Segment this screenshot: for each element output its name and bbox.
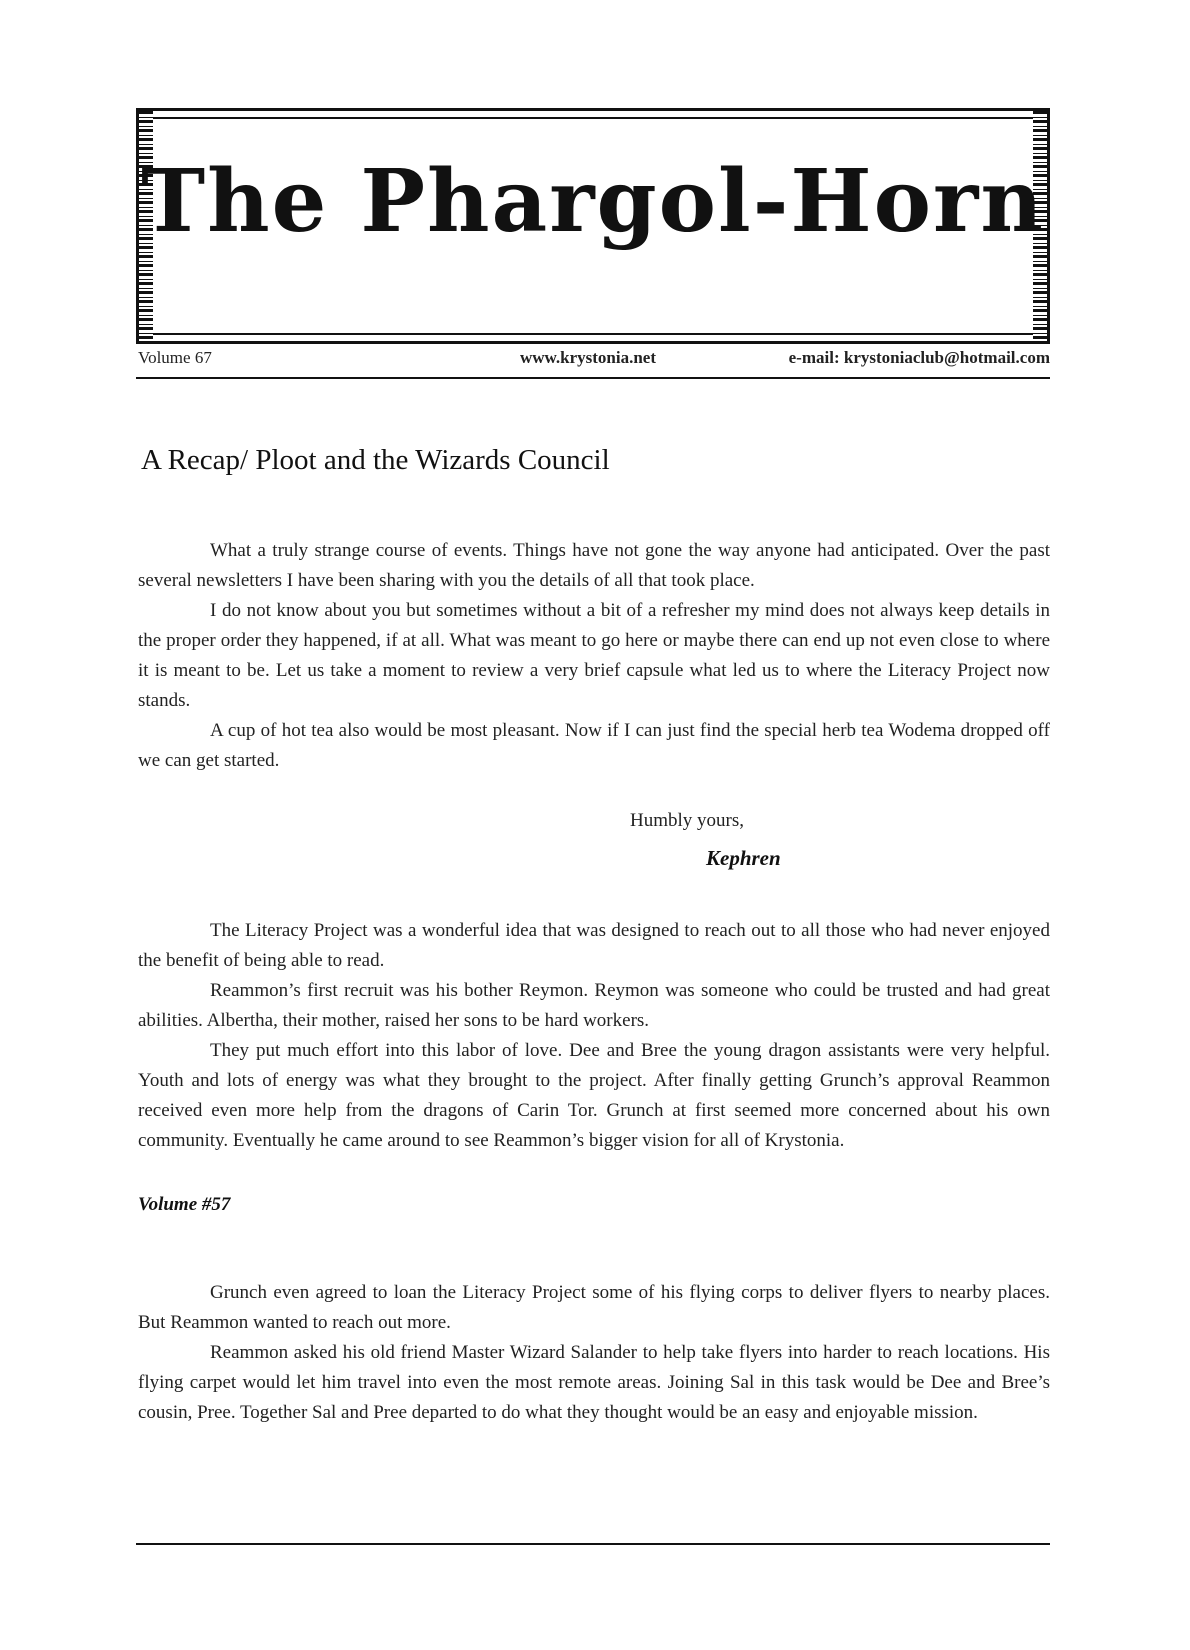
masthead-banner <box>136 108 1050 344</box>
paragraph: I do not know about you but sometimes without a bit of a refresher my mind does not always keep details in the proper order they happened, if at all. What was meant to go here or maybe there can end up not even close to where it is meant to be. Let us take a moment to review a very brief capsule what led us to where the Literacy Project now stands. <box>138 600 1050 711</box>
paragraph: What a truly strange course of events. Things have not gone the way anyone had anticipated. Over the past several newsletters I have been sharing with you the details of all that took place. <box>138 540 1050 591</box>
article-headline: A Recap/ Ploot and the Wizards Council <box>141 444 610 476</box>
closing-line: Humbly yours, <box>630 810 744 831</box>
email-contact[interactable]: e-mail: krystoniaclub@hotmail.com <box>788 348 1050 367</box>
paragraph: Reammon’s first recruit was his bother Reymon. Reymon was someone who could be trusted and had great abilities. Albertha, their mother, raised her sons to be hard workers. <box>138 980 1050 1031</box>
newsletter-title: The Phargol-Horn <box>141 151 1045 252</box>
author-signature: Kephren <box>706 846 781 870</box>
volume-reference: Volume #57 <box>138 1194 231 1215</box>
recap-section <box>138 916 1050 1156</box>
masthead-info-bar <box>138 348 1050 374</box>
paragraph: Grunch even agreed to loan the Literacy Project some of his flying corps to deliver flyers to nearby places. But Reammon wanted to reach out more. <box>138 1282 1050 1333</box>
intro-section <box>138 536 1050 776</box>
paragraph: The Literacy Project was a wonderful idea that was designed to reach out to all those who had never enjoyed the benefit of being able to read. <box>138 920 1050 971</box>
continued-section <box>138 1278 1050 1428</box>
paragraph: Reammon asked his old friend Master Wizard Salander to help take flyers into harder to reach locations. His flying carpet would let him travel into even the most remote areas. Joining Sal in this task would be Dee and Bree’s cousin, Pree. Together Sal and Pree departed to do what they thought would be an easy and enjoyable mission. <box>138 1342 1050 1423</box>
paragraph: They put much effort into this labor of love. Dee and Bree the young dragon assistants were very helpful. Youth and lots of energy was what they brought to the project. After finally getting Grunch’s approval Reammon received even more help from the dragons of Carin Tor. Grunch at first seemed more concerned about his own community. Eventually he came around to see Reammon’s bigger vision for all of Krystonia. <box>138 1040 1050 1151</box>
paragraph: A cup of hot tea also would be most pleasant. Now if I can just find the special herb tea Wodema dropped off we can get started. <box>138 720 1050 771</box>
footer-divider <box>136 1543 1050 1545</box>
volume-number: Volume 67 <box>138 348 212 367</box>
website-link[interactable]: www.krystonia.net <box>520 348 657 367</box>
header-divider <box>136 377 1050 379</box>
